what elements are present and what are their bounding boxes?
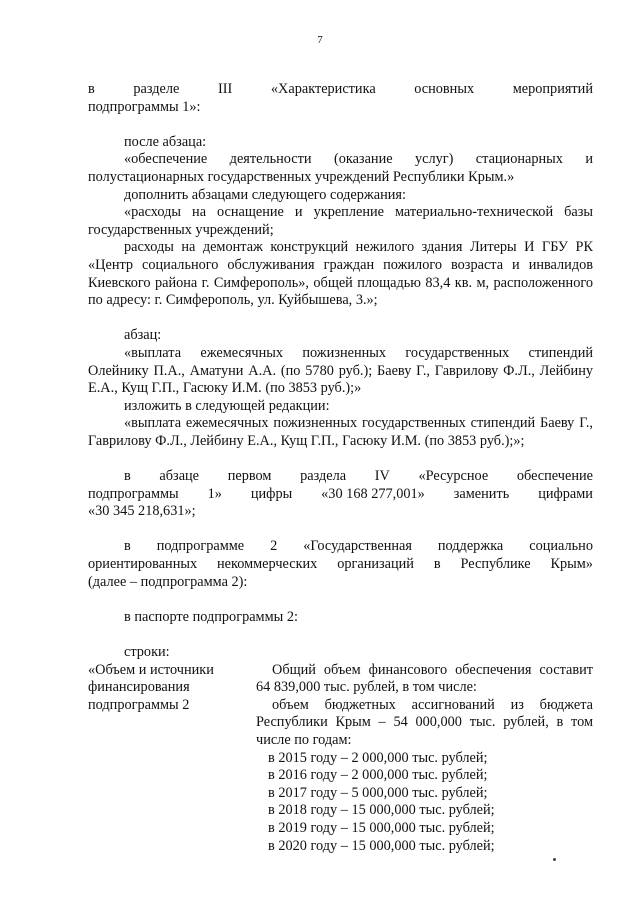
word: Крым» [550,556,593,573]
word: ориентированных [88,556,198,573]
table-left-column [88,662,248,856]
page-number: 7 [317,34,323,46]
word: обеспечение [516,468,593,485]
document-body [88,81,593,855]
section4-line1 [88,468,593,486]
word: некоммерческих [217,556,318,573]
left-line: «Объем и источники [88,661,214,678]
subprogram2-line3: (далее – подпрограмма 2): [88,573,248,590]
word: 1» [207,485,222,502]
word: заменить [453,485,510,502]
total-funding: Общий объем финансового обеспечения составит 64 839,000 тыс. рублей, в том числе: [256,661,593,696]
year-funding: в 2019 году – 15 000,000 тыс. рублей; [268,819,495,836]
word: III [217,81,233,97]
scan-speck [553,858,556,861]
section3-line2: подпрограммы 1»: [88,98,201,115]
word: в [88,81,95,97]
passport-label: в паспорте подпрограммы 2: [124,608,298,625]
word: цифры [250,485,293,502]
word: «Характеристика [270,81,376,97]
expenses-dismantle: расходы на демонтаж конструкций нежилого здания Литеры И ГБУ РК «Центр социального обслуживания граждан пожилого возраста и инвалидов Киевского района г. Симферополь», общей площадью 83,4 кв. м, расположенного по адресу: г. Симферополь, ул. Куйбышева, 3.»; [88,239,593,309]
new-edition-label: изложить в следующей редакции: [124,397,330,414]
word: подпрограмме [156,538,245,555]
word: абзаце [159,468,200,485]
funding-table [88,662,593,856]
year-funding: в 2018 году – 15 000,000 тыс. рублей; [268,802,495,819]
word: в [433,556,441,573]
word: услуг) [414,151,454,168]
paragraph-label: абзац: [124,327,162,344]
word: «Ресурсное [418,468,489,485]
quote1-line2: полустационарных государственных учреждений Республики Крым.» [88,168,515,185]
word: IV [374,468,390,485]
word: стационарных [475,151,563,168]
section4-line2 [88,486,593,504]
expenses-equipment: «расходы на оснащение и укрепление материально-технической базы государственных учреждений; [88,204,593,238]
word: «30 168 277,001» [321,485,425,502]
left-line: подпрограммы 2 [88,696,190,713]
word: цифрами [538,485,593,502]
table-right-column [248,662,593,856]
quote1-line1 [88,151,593,169]
year-funding: в 2020 году – 15 000,000 тыс. рублей; [268,837,495,854]
word: Республике [460,556,531,573]
word: основных [414,81,475,97]
word: подпрограммы [88,485,179,502]
word: «Государственная [303,538,412,555]
word: первом [227,468,272,485]
word: и [585,151,593,168]
word: социально [529,538,593,555]
subprogram2-line1 [88,538,593,556]
word: 2 [270,538,278,555]
supplement-text: дополнить абзацами следующего содержания: [124,186,406,203]
word: в [124,468,131,485]
subprogram2-line2 [88,556,593,574]
budget-funding: объем бюджетных ассигнований из бюджета Республики Крым – 54 000,000 тыс. рублей, в том числе по годам: [256,696,593,748]
rows-label: строки: [124,644,170,660]
word: (оказание [333,151,393,168]
year-funding: в 2017 году – 5 000,000 тыс. рублей; [268,784,488,801]
word: деятельности [229,151,312,168]
word: организаций [337,556,414,573]
word: поддержка [437,538,504,555]
section4-line3: «30 345 218,631»; [88,503,196,520]
left-line: финансирования [88,679,190,696]
word: разделе [133,81,180,97]
year-funding: в 2016 году – 2 000,000 тыс. рублей; [268,767,488,784]
word: в [124,538,131,555]
after-paragraph: после абзаца: [124,133,207,150]
section3-line1 [88,81,593,99]
word: «обеспечение [124,151,208,168]
word: мероприятий [512,81,593,97]
word: раздела [300,468,347,485]
stipend-old: «выплата ежемесячных пожизненных государственных стипендий Олейнику П.А., Аматуни А.А. (по 5780 руб.); Баеву Г., Гаврилову Ф.Л., Лейбину Е.А., Кущ Г.П., Гасюку И.М. (по 3853 руб.);» [88,344,593,397]
stipend-new: «выплата ежемесячных пожизненных государственных стипендий Баеву Г., Гаврилову Ф.Л., Лейбину Е.А., Кущ Г.П., Гасюку И.М. (по 3853 руб.);»; [88,415,593,449]
year-funding: в 2015 году – 2 000,000 тыс. рублей; [268,749,488,766]
